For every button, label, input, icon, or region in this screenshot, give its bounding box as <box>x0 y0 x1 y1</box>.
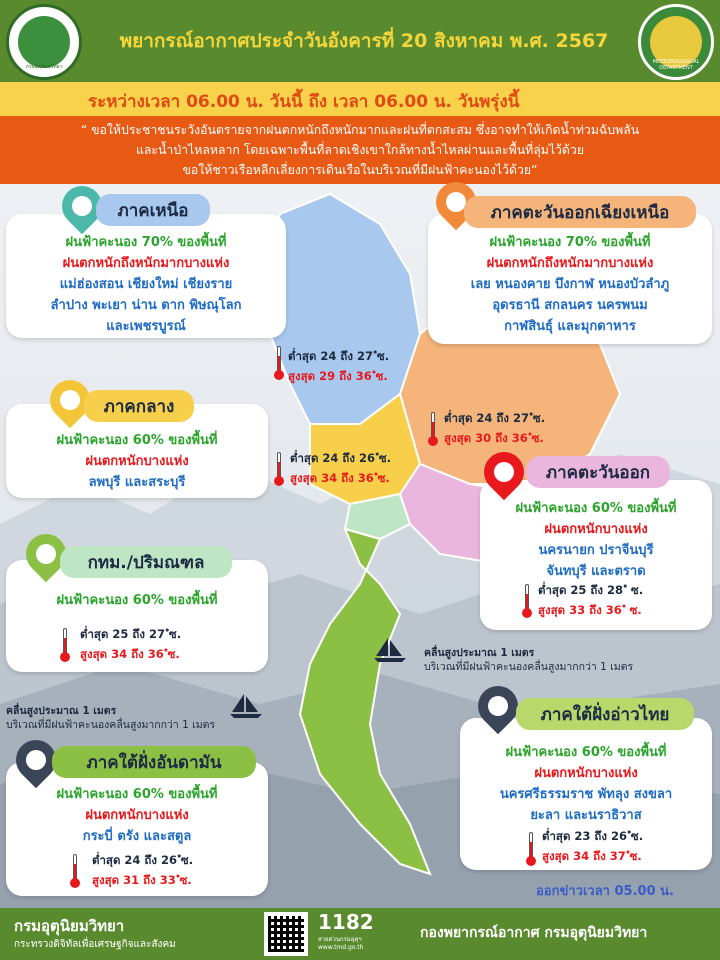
temp-max: สูงสุด 30 ถึง 36 ํซ. <box>444 431 544 445</box>
thermometer-icon <box>274 452 284 486</box>
areas: ยะลา และนราธิวาส <box>530 808 642 823</box>
rain-chance: ฝนฟ้าคะนอง 60% ของพื้นที่ <box>505 745 667 760</box>
region-title-south-gulf: ภาคใต้ฝั่งอ่าวไทย <box>516 698 694 730</box>
rain-chance: ฝนฟ้าคะนอง 70% ของพื้นที่ <box>65 235 227 250</box>
department-logo-left <box>6 4 82 80</box>
card-northeast <box>428 214 712 344</box>
areas: กาฬสินธุ์ และมุกดาหาร <box>504 319 636 334</box>
temp-min: ต่ำสุด 24 ถึง 27 ํซ. <box>288 349 390 363</box>
heavy-rain: ฝนตกหนักบางแห่ง <box>544 522 648 537</box>
areas: นครศรีธรรมราช พัทลุง สงขลา <box>499 787 673 802</box>
areas: กระบี่ ตรัง และสตูล <box>82 829 192 844</box>
temperature-northeast <box>444 408 545 448</box>
areas: นครนายก ปราจีนบุรี <box>538 543 654 558</box>
temp-min: ต่ำสุด 23 ถึง 26 ํซ. <box>542 829 644 843</box>
temp-min: ต่ำสุด 24 ถึง 26 ํซ. <box>290 451 392 465</box>
footer <box>0 908 720 960</box>
temp-max: สูงสุด 29 ถึง 36 ํซ. <box>288 369 388 383</box>
hotline-subtext: สายด่วนกรมอุตุฯ www.tmd.go.th <box>318 936 364 951</box>
warning-line: “ ขอให้ประชาชนระวังอันตรายจากฝนตกหนักถึงหนักมากและฝนที่ตกสะสม ซึ่งอาจทำให้เกิดน้ำท่วมฉับพลัน <box>80 123 640 137</box>
warning-line: ขอให้ชาวเรือหลีกเลี่ยงการเดินเรือในบริเวณที่มีฝนฟ้าคะนองไว้ด้วย” <box>182 163 538 177</box>
temp-max: สูงสุด 34 ถึง 36 ํซ. <box>290 471 390 485</box>
temperature-bangkok <box>80 624 181 664</box>
boat-icon <box>228 692 264 722</box>
areas: ลพบุรี และสระบุรี <box>88 475 186 490</box>
thermometer-icon <box>60 628 70 662</box>
logo-right-text: METEOROLOGICAL DEPARTMENT <box>652 59 700 71</box>
heavy-rain: ฝนตกหนักบางแห่ง <box>85 454 189 469</box>
thermometer-icon <box>274 346 284 380</box>
department-logo-right <box>638 4 714 80</box>
temp-max: สูงสุด 34 ถึง 37 ํซ. <box>542 849 642 863</box>
rain-chance: ฝนฟ้าคะนอง 60% ของพื้นที่ <box>56 787 218 802</box>
temperature-north <box>288 346 389 386</box>
temp-max: สูงสุด 33 ถึง 36 ํ ซ. <box>538 603 642 617</box>
footer-ministry: กระทรวงดิจิทัลเพื่อเศรษฐกิจและสังคม <box>14 939 176 950</box>
boat-icon <box>372 636 408 666</box>
thermometer-icon <box>428 412 438 446</box>
period-text: ระหว่างเวลา 06.00 น. วันนี้ ถึง เวลา 06.00 น. วันพรุ่งนี้ <box>88 92 520 112</box>
thermometer-icon <box>526 832 536 866</box>
rain-chance: ฝนฟ้าคะนอง 60% ของพื้นที่ <box>56 593 218 608</box>
wave-height: คลื่นสูงประมาณ 1 เมตร <box>6 705 117 717</box>
wave-note-text: บริเวณที่มีฝนฟ้าคะนองคลื่นสูงมากกว่า 1 เมตร <box>6 719 216 731</box>
temp-min: ต่ำสุด 25 ถึง 27 ํซ. <box>80 627 182 641</box>
thermometer-icon <box>522 584 532 618</box>
region-title-east: ภาคตะวันออก <box>526 456 670 488</box>
card-north <box>6 214 286 338</box>
hotline-number: 1182 <box>318 910 374 934</box>
region-title-north: ภาคเหนือ <box>96 194 210 226</box>
logo-left-text: กรมอุตุนิยมวิทยา <box>25 64 63 70</box>
footer-department: กรมอุตุนิยมวิทยา <box>14 917 125 935</box>
warning-line: และน้ำป่าไหลหลาก โดยเฉพาะพื้นที่ลาดเชิงเขาใกล้ทางน้ำไหลผ่านและพื้นที่ลุ่มไว้ด้วย <box>135 143 585 157</box>
heavy-rain: ฝนตกหนักถึงหนักมากบางแห่ง <box>486 256 654 271</box>
emblem-icon <box>18 16 70 68</box>
areas: ลำปาง พะเยา น่าน ตาก พิษณุโลก <box>50 298 242 313</box>
temp-min: ต่ำสุด 24 ถึง 26 ํซ. <box>92 853 194 867</box>
heavy-rain: ฝนตกหนักบางแห่ง <box>534 766 638 781</box>
wave-note-text: บริเวณที่มีฝนฟ้าคะนองคลื่นสูงมากกว่า 1 เมตร <box>424 661 634 673</box>
rain-chance: ฝนฟ้าคะนอง 60% ของพื้นที่ <box>56 433 218 448</box>
thermometer-icon <box>70 854 80 888</box>
region-title-northeast: ภาคตะวันออกเฉียงเหนือ <box>464 196 696 228</box>
areas: จันทบุรี และตราด <box>546 564 646 579</box>
wave-note-gulf <box>424 646 633 674</box>
heavy-rain: ฝนตกหนักถึงหนักมากบางแห่ง <box>62 256 230 271</box>
wave-note-andaman <box>6 704 215 732</box>
issued-time: ออกข่าวเวลา 05.00 น. <box>536 884 674 899</box>
temperature-south-gulf <box>542 826 643 866</box>
areas: อุดรธานี สกลนคร นครพนม <box>492 298 648 313</box>
rain-chance: ฝนฟ้าคะนอง 60% ของพื้นที่ <box>515 501 677 516</box>
areas: และเพชรบูรณ์ <box>106 319 186 334</box>
warning-banner <box>0 116 720 184</box>
temp-min: ต่ำสุด 25 ถึง 28 ํ ซ. <box>538 583 644 597</box>
page-title: พยากรณ์อากาศประจำวันอังคารที่ 20 สิงหาคม พ.ศ. 2567 <box>119 30 609 52</box>
header <box>0 0 720 82</box>
period-bar <box>0 82 720 116</box>
wave-height: คลื่นสูงประมาณ 1 เมตร <box>424 647 535 659</box>
areas: เลย หนองคาย บึงกาฬ หนองบัวลำภู <box>470 277 670 292</box>
temperature-east <box>538 580 643 620</box>
qr-code-icon[interactable] <box>264 912 308 956</box>
temp-max: สูงสุด 34 ถึง 36 ํซ. <box>80 647 180 661</box>
region-title-central: ภาคกลาง <box>84 390 194 422</box>
heavy-rain: ฝนตกหนักบางแห่ง <box>85 808 189 823</box>
temperature-central <box>290 448 391 488</box>
temp-min: ต่ำสุด 24 ถึง 27 ํซ. <box>444 411 546 425</box>
footer-division: กองพยากรณ์อากาศ กรมอุตุนิยมวิทยา <box>420 925 648 941</box>
temperature-south-andaman <box>92 850 193 890</box>
region-title-bangkok: กทม./ปริมณฑล <box>60 546 232 578</box>
temp-max: สูงสุด 31 ถึง 33 ํซ. <box>92 873 192 887</box>
region-title-south-andaman: ภาคใต้ฝั่งอันดามัน <box>52 746 256 778</box>
areas: แม่ฮ่องสอน เชียงใหม่ เชียงราย <box>59 277 233 292</box>
rain-chance: ฝนฟ้าคะนอง 70% ของพื้นที่ <box>489 235 651 250</box>
